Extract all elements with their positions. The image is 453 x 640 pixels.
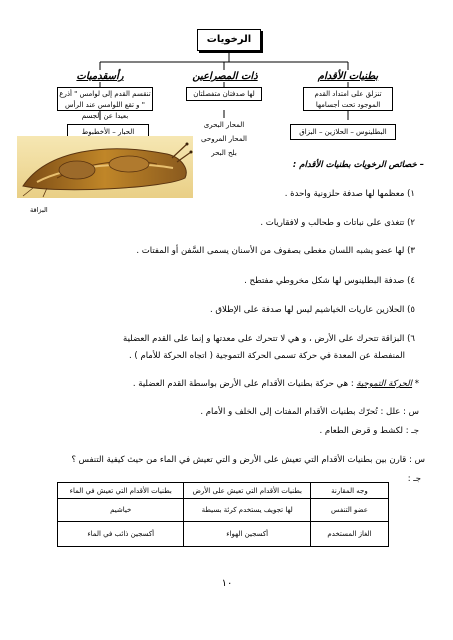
answer-1: جـ : لكشط و قرض الطعام . <box>319 426 419 436</box>
table-cell: خياشيم <box>58 499 184 522</box>
table-header-row <box>58 483 389 499</box>
definition: * الحركة التموجية : هي حركة بطنيات الأقدام على الأرض بواسطة القدم العضلية . <box>132 379 419 389</box>
list-item: ٣) لها عضو يشبه اللسان مغطى بصفوف من الأسنان يسمى السَّفن أو المفتات . <box>136 246 415 256</box>
list-item: ٤) صدفة البطلينوس لها شكل مخروطي مفتطح . <box>244 276 415 286</box>
bivalves-example-1: المحار البحرى <box>203 121 245 129</box>
answer-2-label: جـ : <box>407 474 421 484</box>
table-cell: الغاز المستخدم <box>310 522 388 547</box>
table-cell: لها تجويف يستخدم كرئة بسيطة <box>184 499 310 522</box>
page-number: ١٠ <box>221 578 233 589</box>
table-cell: أكسجين ذائب في الماء <box>58 522 184 547</box>
section-title: – خصائص الرخويات بطنيات الأقدام : <box>292 160 424 170</box>
gastropods-examples: البطلينوس – الحلازين – البزاق <box>290 124 396 140</box>
branch-cephalopods-label: رأسقدميات <box>76 71 124 82</box>
table-row <box>58 499 389 522</box>
cephalopods-examples: الحبار – الأخطبوط <box>67 124 149 140</box>
list-item: ٥) الحلازين عاريات الخياشيم ليس لها صدفة على الإطلاق . <box>209 305 415 315</box>
cephalopods-description: تنقسم القدم إلى لوامس " أذرع " و تقع اللوامس عند الرأس بعيدا عن الجسم <box>57 87 153 111</box>
bivalves-example-3: بلح البحر <box>211 149 237 157</box>
table-header: بطنيات الأقدام التي تعيش على الأرض <box>184 483 310 499</box>
bivalves-example-2: المحار المروحى <box>201 135 247 143</box>
table-header: وجه المقارنة <box>310 483 388 499</box>
list-item: ١) معظمها لها صدفة حلزونية واحدة . <box>284 189 415 199</box>
table-cell: عضو التنفس <box>310 499 388 522</box>
gastropods-description: تنزلق على امتداد القدم الموجود تحت أجسامها <box>303 87 393 111</box>
definition-text: : هي حركة بطنيات الأقدام على الأرض بواسطة القدم العضلية . <box>132 379 354 389</box>
table-cell: أكسجين الهواء <box>184 522 310 547</box>
comparison-table <box>57 482 389 547</box>
definition-term: الحركة التموجية <box>356 379 413 389</box>
branch-gastropods-label: بطنيات الأقدام <box>317 71 379 82</box>
bivalves-examples <box>192 118 256 160</box>
list-item: ٦) البزاقة تتحرك على الأرض ، و هي لا تتحرك على معدتها و إنما على القدم العضلية <box>123 334 415 344</box>
bivalves-description: لها صدفتان متفصلتان <box>186 87 262 101</box>
list-item: ٢) تتغذى على نباتات و طحالب و لافقاريات . <box>260 218 415 228</box>
list-item: المنفصلة عن المعدة في حركة تسمى الحركة التموجية ( اتجاه الحركة للأمام ) . <box>129 351 405 361</box>
table-row <box>58 522 389 547</box>
branch-bivalves-label: ذات المصراعين <box>192 71 258 82</box>
question-1: س : علل : تُحرّك بطنيات الأقدام المفتات إلى الخلف و الأمام . <box>200 407 419 417</box>
page-title: الرخويات <box>197 29 261 51</box>
question-2: س : قارن بين بطنيات الأقدام التي تعيش على الأرض و التي تعيش في الماء من حيث كيفية التنفس ؟ <box>71 455 425 465</box>
image-caption: البزاقة <box>30 206 48 214</box>
table-header: بطنيات الأقدام التي تعيش في الماء <box>58 483 184 499</box>
